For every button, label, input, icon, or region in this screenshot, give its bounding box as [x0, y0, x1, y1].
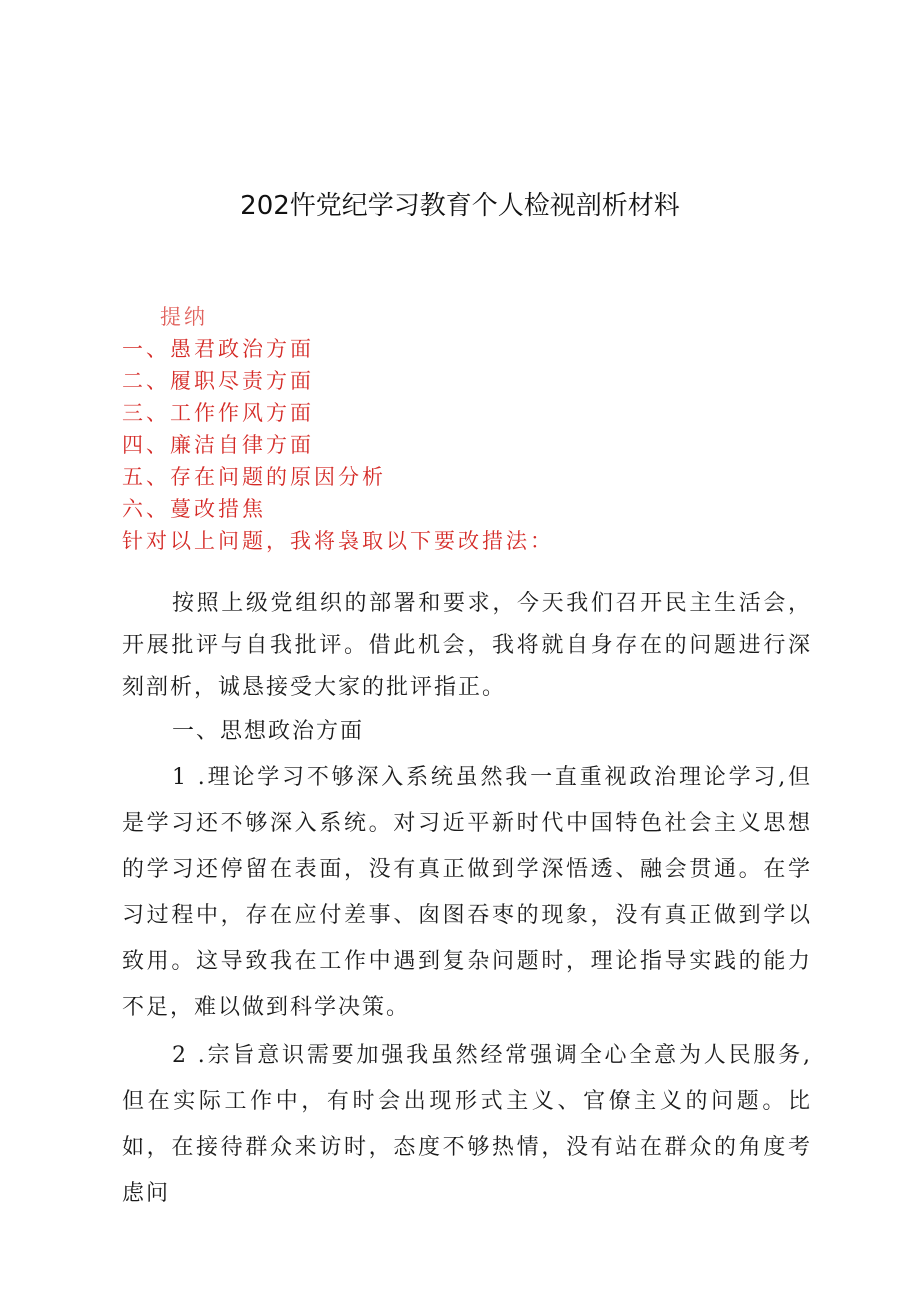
document-title: 202忤党纪学习教育个人检视剖析材料: [240, 191, 680, 221]
body-paragraph: 1 .理论学习不够深入系统虽然我一直重视政治理论学习,但是学习还不够深入系统。对习近平新时代中国特色社会主义思想的学习还停留在表面，没有真正做到学深悟透、融会贯通。在学习过程中，存在应付差事、囱图吞枣的现象，没有真正做到学以致用。这导致我在工作中遇到复杂问题时，理论指导实践的能力不足，难以做到科学决策。: [122, 765, 812, 1020]
outline-item: 针对以上问题，我将袅取以下要改措法：: [122, 529, 554, 553]
outline-item: 五、存在问题的原因分析: [122, 465, 386, 489]
section-heading: 一、思想政治方面: [172, 719, 365, 744]
outline-item: 二、履职尽责方面: [122, 369, 314, 393]
outline-item: 三、工作作风方面: [122, 401, 314, 425]
body-paragraph: 2 .宗旨意识需要加强我虽然经常强调全心全意为人民服务,但在实际工作中，有时会出现形式主义、官僚主义的问题。比如，在接待群众来访时，态度不够热情，没有站在群众的角度考虑问: [122, 1043, 812, 1206]
intro-paragraph: 按照上级党组织的部署和要求，今天我们召开民主生活会，开展批评与自我批评。借此机会，我将就自身存在的问题进行深刻剖析，诚恳接受大家的批评指正。: [122, 591, 812, 700]
document-body: [122, 583, 812, 1217]
outline-item: 六、蔓改措焦: [122, 497, 266, 521]
outline-heading: 提纳: [160, 305, 208, 329]
outline-item: 四、廉洁自律方面: [122, 433, 314, 457]
outline-item: 一、愚君政治方面: [122, 337, 314, 361]
outline-section: [122, 301, 822, 557]
